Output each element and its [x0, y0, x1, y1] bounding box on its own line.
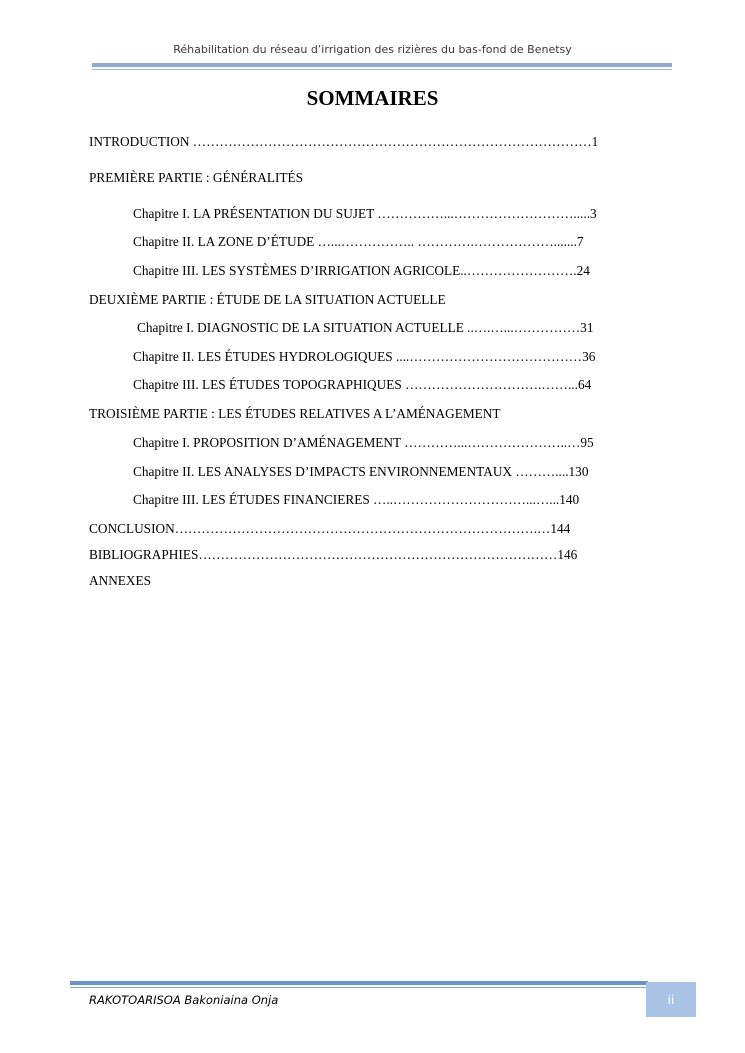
toc-entry-introduction: INTRODUCTION ………………………………………………………………………………1	[89, 134, 599, 149]
toc-entry-annexes: ANNEXES	[89, 573, 152, 588]
header-rule	[92, 63, 672, 67]
toc-chapter: Chapitre I. LA PRÉSENTATION DU SUJET ……………...……………………….....3	[133, 206, 597, 221]
page-title: SOMMAIRES	[306, 86, 439, 110]
footer-author: RAKOTOARISOA Bakoniaina Onja	[89, 993, 279, 1007]
running-header: Réhabilitation du réseau d’irrigation des rizières du bas-fond de Benetsy	[173, 43, 572, 56]
toc-entry-bibliographies: BIBLIOGRAPHIES………………………………………………………………………146	[89, 547, 578, 562]
toc-part-3: TROISIÈME PARTIE : LES ÉTUDES RELATIVES A L’AMÉNAGEMENT	[89, 406, 501, 421]
toc-chapter: Chapitre I. DIAGNOSTIC DE LA SITUATION ACTUELLE ..….…...……………31	[137, 320, 594, 335]
toc-chapter: Chapitre I. PROPOSITION D’AMÉNAGEMENT …………...…………………..…95	[133, 435, 594, 450]
footer-rule-thin	[70, 987, 648, 988]
page-number-badge	[646, 982, 696, 1017]
toc-chapter: Chapitre II. LES ANALYSES D’IMPACTS ENVIRONNEMENTAUX ………....130	[133, 464, 589, 479]
toc-part-2: DEUXIÈME PARTIE : ÉTUDE DE LA SITUATION ACTUELLE	[89, 292, 446, 307]
toc-chapter: Chapitre II. LES ÉTUDES HYDROLOGIQUES ....…………………………………36	[133, 349, 596, 364]
toc-part-1: PREMIÈRE PARTIE : GÉNÉRALITÉS	[89, 170, 304, 185]
footer-rule	[70, 981, 648, 985]
toc-entry-conclusion: CONCLUSION……………………………………………………………………….…144	[89, 521, 571, 536]
toc-chapter: Chapitre III. LES ÉTUDES TOPOGRAPHIQUES ………………………….……...64	[133, 377, 592, 392]
toc-chapter: Chapitre II. LA ZONE D’ÉTUDE …...…………….. ………….……………….......7	[133, 234, 584, 249]
toc-chapter: Chapitre III. LES SYSTÈMES D’IRRIGATION AGRICOLE..…………………….24	[133, 263, 590, 278]
page-number: ii	[667, 992, 675, 1007]
header-rule-thin	[92, 69, 672, 70]
toc-chapter: Chapitre III. LES ÉTUDES FINANCIERES …..…………………………...…...140	[133, 492, 580, 507]
